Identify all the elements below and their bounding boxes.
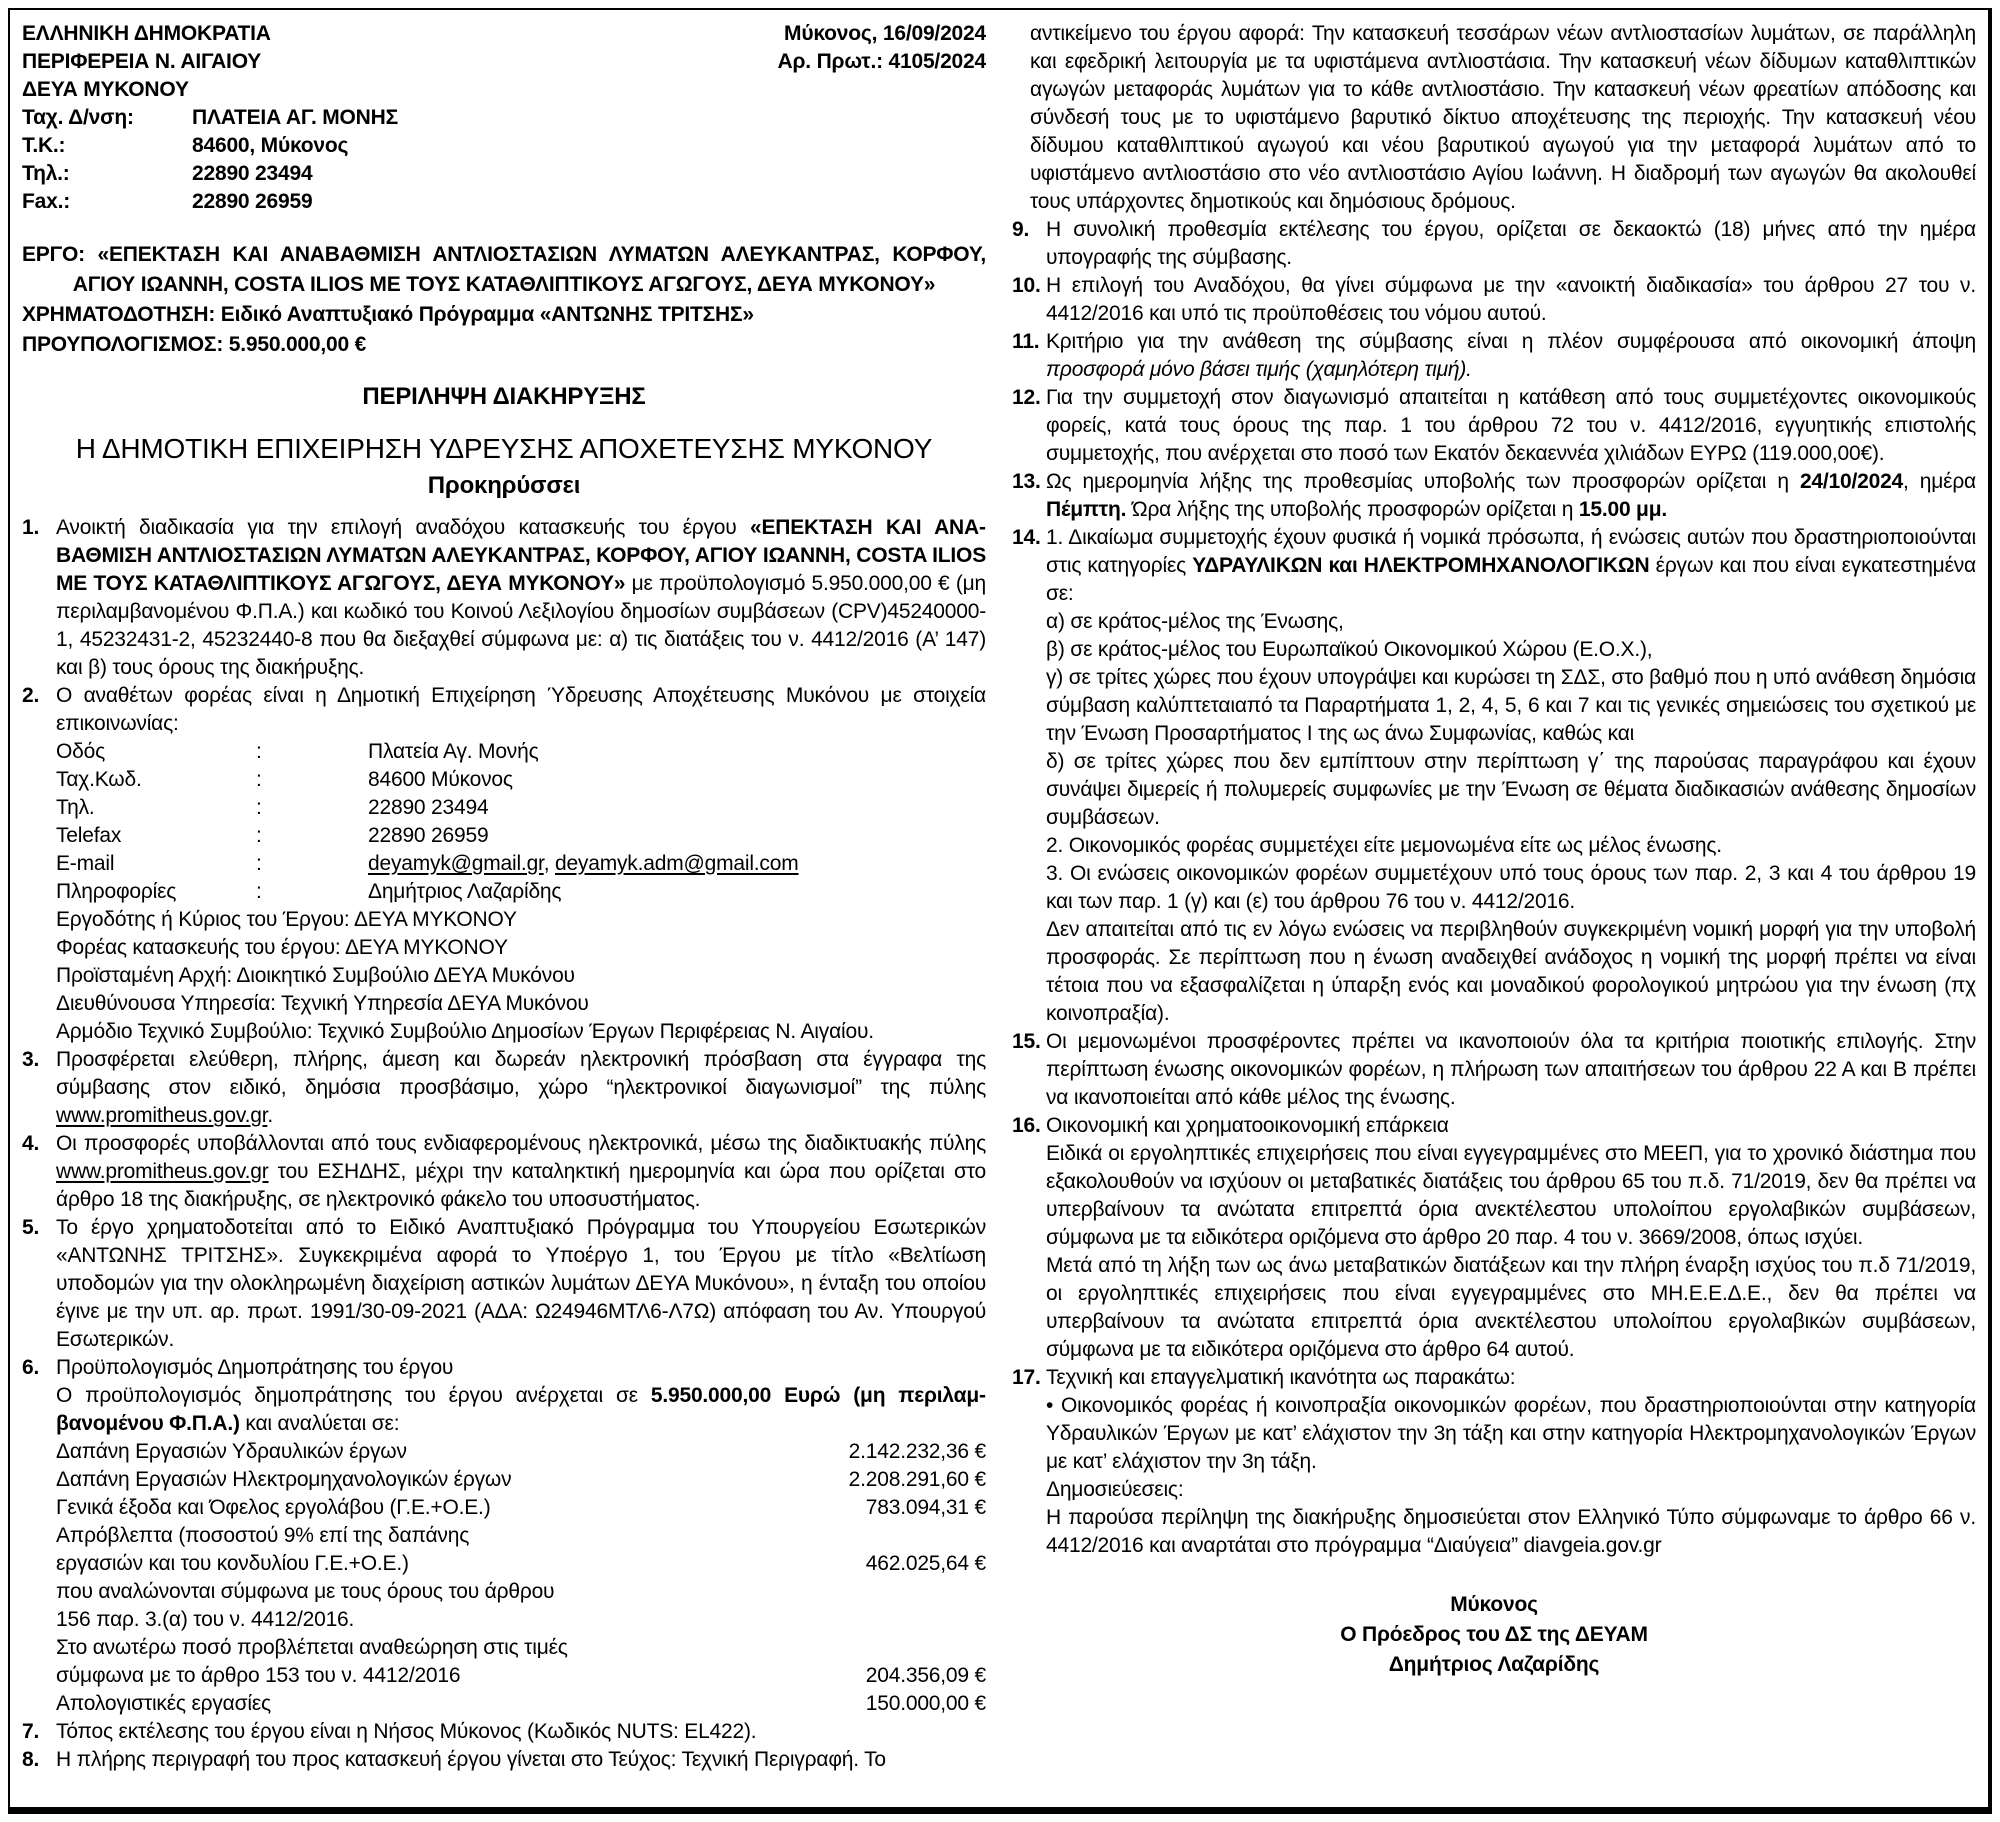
- sub-paragraph: [1012, 636, 1976, 664]
- address-value: ΠΛΑΤΕΙΑ ΑΓ. ΜΟΝΗΣ: [192, 106, 398, 129]
- budget-row: [22, 1522, 986, 1550]
- list-item: [22, 682, 986, 738]
- text-segment: ΥΔΡΑΥΛΙΚΩΝ και ΗΛΕΚΤΡΟΜΗΧΑΝΟΛΟΓΙΚΩΝ: [1192, 554, 1650, 577]
- text-segment: Τόπος εκτέλεσης του έργου είναι η Νήσος Μύκονος (Κωδικός NUTS: EL422).: [56, 1720, 757, 1743]
- text-segment: Προϋπολογισμός Δημοπράτησης του έργου: [56, 1356, 454, 1379]
- item-text: [1046, 1030, 1976, 1109]
- issuing-authority-title: Η ΔΗΜΟΤΙΚΗ ΕΠΙΧΕΙΡΗΣΗ ΥΔΡΕΥΣΗΣ ΑΠΟΧΕΤΕΥΣΗΣ ΜΥΚΟΝΟΥ: [75, 433, 933, 464]
- signature-line: [1012, 1650, 1976, 1680]
- link-text: www.promitheus.gov.gr: [56, 1160, 269, 1183]
- item-number: 14.: [1012, 526, 1041, 549]
- item-number: 9.: [1012, 218, 1030, 241]
- text-segment: Δημήτριος Λαζαρίδης: [368, 880, 562, 903]
- phone-value: 22890 23494: [192, 162, 313, 185]
- detail-line: [22, 906, 986, 934]
- text-segment: Δημοσιεύεσεις:: [1046, 1478, 1184, 1501]
- text-segment: έργων και που είναι εγκατεστημένα σε:: [1046, 554, 1976, 605]
- project-title-line-2: ΑΓΙΟΥ ΙΩΑΝΝΗ, COSTA ILIOS ΜΕ ΤΟΥΣ ΚΑΤΑΘΛΙΠΤΙΚΟΥΣ ΑΓΩΓΟΥΣ, ΔΕΥΑ ΜΥΚΟΝΟΥ»: [72, 273, 936, 296]
- contact-separator: :: [256, 824, 262, 847]
- list-item: [22, 1354, 986, 1382]
- issuer-fax-row: [22, 188, 398, 216]
- sub-paragraph: [1012, 860, 1976, 916]
- item-number: 8.: [22, 1748, 40, 1771]
- budget-row: [22, 1662, 986, 1690]
- text-segment: 3. Οι ενώσεις οικονομικών φορέων συμμετέχουν υπό τους όρους των παρ. 2, 3 και 4 του άρθρου 19 και των παρ. 1 (γ) και (ε) του άρθρου 76 του ν. 4412/2016.: [1046, 862, 1976, 913]
- budget-amount: 150.000,00 €: [865, 1692, 986, 1715]
- text-segment: Πέμπτη.: [1046, 498, 1127, 521]
- contact-value: [368, 878, 561, 906]
- contact-separator: :: [256, 740, 262, 763]
- item-number: 6.: [22, 1356, 40, 1379]
- text-segment: Προϊσταμένη Αρχή: Διοικητικό Συμβούλιο ΔΕΥΑ Μυκόνου: [56, 964, 575, 987]
- item-text: [56, 684, 986, 735]
- text-segment: ,: [543, 852, 555, 875]
- list-item: [1012, 1112, 1976, 1140]
- budget-amount: [974, 1606, 986, 1634]
- budget-item-label: Στο ανωτέρω ποσό προβλέπεται αναθεώρηση στις τιμές: [56, 1636, 568, 1659]
- text-segment: 2. Οικονομικός φορέας συμμετέχει είτε μεμονωμένα είτε ως μέλος ένωσης.: [1046, 834, 1722, 857]
- sub-paragraph: [1012, 1476, 1976, 1504]
- item-text: [1046, 274, 1976, 325]
- budget-row: [22, 1438, 986, 1466]
- text-segment: Για την συμμετοχή στον διαγωνισμό απαιτείται η κατάθεση από τους συμμετέχοντες οικονομικούς φορείς, κατά τους όρους της παρ. 1 του άρθρου 72 του ν. 4412/2016, εγγυητικής επιστολής συμμετοχής, που ανέρχεται στο ποσό των Εκατόν δεκαεννέα χιλιάδων ΕΥΡΩ (119.000,00€).: [1046, 386, 1976, 465]
- item-text: [1046, 330, 1976, 381]
- issuer-line-agency: ΔΕΥΑ ΜΥΚΟΝΟΥ: [22, 78, 189, 101]
- text-segment: Ο Πρόεδρος του ΔΣ της ΔΕΥΑΜ: [1340, 1623, 1648, 1646]
- budget-item-label: 156 παρ. 3.(α) του ν. 4412/2016.: [56, 1608, 355, 1631]
- issuer-address-row: [22, 104, 398, 132]
- text-segment: Αρμόδιο Τεχνικό Συμβούλιο: Τεχνικό Συμβούλιο Δημοσίων Έργων Περιφέρειας Ν. Αιγαίου.: [56, 1020, 874, 1043]
- text-segment: «ΕΠΕΚΤΑΣΗ ΚΑΙ ΑΝΑΒΑΘΜΙΣΗ ΑΝΤΛΙΟΣΤΑΣΙΩΝ ΛΥΜΑΤΩΝ ΑΛΕΥΚΑΝΤΡΑΣ, ΚΟΡΦΟΥ, ΑΓΙΟΥ ΙΩΑΝΝΗ, COSTA ILIOS ΜΕ ΤΟΥΣ ΚΑΤΑΘΛΙΠΤΙΚΟΥΣ ΑΓΩΓΟΥΣ, ΔΕΥΑ ΜΥΚΟΝΟΥ»: [56, 516, 986, 595]
- item-number: 3.: [22, 1048, 40, 1071]
- contact-label: Οδός: [56, 740, 106, 763]
- text-segment: και αναλύεται σε:: [239, 1412, 400, 1435]
- item-text: [1046, 1114, 1449, 1137]
- text-segment: Μύκονος: [1450, 1593, 1538, 1616]
- text-segment: Ο αναθέτων φορέας είναι η Δημοτική Επιχείρηση Ύδρευσης Αποχέτευσης Μυκόνου με στοιχεία επικοινωνίας:: [56, 684, 986, 735]
- text-segment: α) σε κράτος-μέλος της Ένωσης,: [1046, 610, 1344, 633]
- date-line: Μύκονος, 16/09/2024: [784, 22, 986, 45]
- detail-line: [22, 962, 986, 990]
- issuer-phone-row: [22, 160, 398, 188]
- text-segment: Κριτήριο για την ανάθεση της σύμβασης είναι η πλέον συμφέρουσα από οικονομική άποψη: [1046, 330, 1976, 353]
- budget-item-label: Απρόβλεπτα (ποσοστού 9% επί της δαπάνης: [56, 1524, 470, 1547]
- contact-value: [368, 822, 488, 850]
- postcode-value: 84600, Μύκονος: [192, 134, 349, 157]
- spacer: [1012, 1560, 1976, 1590]
- right-column-body: [1012, 20, 1976, 1680]
- contact-value: [368, 794, 488, 822]
- detail-line: [22, 934, 986, 962]
- fax-label: Fax.:: [22, 190, 71, 213]
- budget-amount: 2.208.291,60 €: [848, 1468, 986, 1491]
- announce-word: Προκηρύσσει: [427, 472, 581, 499]
- sub-paragraph: [1012, 832, 1976, 860]
- text-segment: Δεν απαιτείται από τις εν λόγω ενώσεις να περιβληθούν συγκεκριμένη νομική μορφή για την υποβολή προσφοράς. Σε περίπτωση που η ένωση αναδειχθεί ανάδοχος η νομική της μορφή πρέπει να είναι τέτοια που να εξασφαλίζεται η ύπαρξη ενός και μοναδικού φορολογικού μητρώου για την ένωση (πχ κοινοπραξία).: [1046, 918, 1976, 1025]
- item-text: [56, 1720, 756, 1743]
- text-segment: με προϋπολογισμό 5.950.000,00 € (μη περιλαμβανομένου Φ.Π.Α.) και κωδικό του Κοινού Λεξιλογίου δημοσίων συμβάσεων (CPV)45240000-1, 45232431-2, 45232440-8 που θα διεξαχθεί σύμφωνα με: α) τις διατάξεις του ν. 4412/2016 (Α’ 147) και β) τους όρους της διακήρυξης.: [56, 572, 986, 679]
- item-number: 11.: [1012, 330, 1040, 353]
- list-item: [1012, 384, 1976, 468]
- link-text: deyamyk.adm@gmail.com: [554, 852, 799, 875]
- budget-amount: 462.025,64 €: [865, 1552, 986, 1575]
- item-number: 4.: [22, 1132, 40, 1155]
- item-number: 13.: [1012, 470, 1041, 493]
- text-segment: Η πλήρης περιγραφή του προς κατασκευή έργου γίνεται στο Τεύχος: Τεχνική Περιγραφή. Το: [56, 1748, 886, 1771]
- text-segment: • Οικονομικός φορέας ή κοινοπραξία οικονομικών φορέων, που δραστηριοποιούνται στην κατηγορία Υδραυλικών Έργων με κατ’ ελάχιστον την 3η τάξη και στην κατηγορία Ηλεκτρομηχανολογικών Έργων με κατ’ ελάχιστον την 3η τάξη.: [1046, 1394, 1976, 1473]
- list-item: [1012, 524, 1976, 608]
- budget-row: [22, 1494, 986, 1522]
- item-text: [56, 1748, 886, 1771]
- item-text: [1046, 386, 1976, 465]
- text-segment: 15.00 μμ.: [1578, 498, 1667, 521]
- budget-row: [22, 1690, 986, 1718]
- budget-item-label: Απολογιστικές εργασίες: [56, 1692, 271, 1715]
- text-segment: 1. Δικαίωμα συμμετοχής έχουν φυσικά ή νομικά πρόσωπα, ή ενώσεις αυτών που δραστηριοποιούνται στις κατηγορίες: [1046, 526, 1976, 577]
- list-item: [1012, 272, 1976, 328]
- continuation-paragraph: [1012, 20, 1976, 216]
- list-item: [1012, 328, 1976, 384]
- tender-notice-page: [8, 8, 1992, 1814]
- contact-label: Ταχ.Κωδ.: [56, 768, 142, 791]
- text-segment: 22890 23494: [368, 796, 489, 819]
- item-text: [56, 1048, 986, 1127]
- text-segment: Οικονομική και χρηματοοικονομική επάρκεια: [1046, 1114, 1449, 1137]
- sub-paragraph: [1012, 1392, 1976, 1476]
- text-segment: β) σε κράτος-μέλος του Ευρωπαϊκού Οικονομικού Χώρου (Ε.Ο.Χ.),: [1046, 638, 1653, 661]
- text-segment: προσφορά μόνο βάσει τιμής (χαμηλότερη τιμή).: [1046, 358, 1472, 381]
- text-segment: αντικείμενο του έργου αφορά: Την κατασκευή τεσσάρων νέων αντλιοστασίων λυμάτων, σε παράλληλη και εφεδρική λειτουργία με τα υφιστάμενα αντλιοστάσια. Την κατασκευή νέων δίδυμων καταθλιπτικών αγωγών μεταφοράς λυμάτων για το κάθε αντλιοστάσιο. Την κατασκευή νέων φρεατίων απόδοσης και σύνδεσή τους με το υφιστάμενο βαρυτικό δίκτυο αποχέτευσης της περιοχής. Την κατασκευή νέου δίδυμου καταθλιπτικού αγωγού και νέου βαρυτικού αγωγού για την μεταφορά λυμάτων από το υφιστάμενο αντλιοστάσιο στο νέο αντλιοστάσιο Αγίου Ιωάννη. Η διαδρομή των αγωγών θα ακολουθεί τους υπάρχοντες δημοτικούς και δημόσιους δρόμους.: [1030, 22, 1976, 213]
- contact-row: [22, 850, 986, 878]
- sub-paragraph: [1012, 1140, 1976, 1252]
- text-segment: Ο προϋπολογισμός δημοπράτησης του έργου ανέρχεται σε: [56, 1384, 651, 1407]
- text-segment: Ώρα λήξης της υποβολής προσφορών ορίζεται η: [1126, 498, 1579, 521]
- text-segment: Ειδικά οι εργοληπτικές επιχειρήσεις που είναι εγγεγραμμένες στο ΜΕΕΠ, για το χρονικό διάστημα που εξακολουθούν να ισχύουν οι μεταβατικές διατάξεις του άρθρου 65 του π.δ. 71/2019, δεν θα πρέπει να υπερβαίνουν τα ανώτατα επιτρεπτά όρια ανεκτέλεστου υπολοίπου εργολαβικών συμβάσεων, σύμφωνα με τα ειδικότερα οριζόμενα στο άρθρο 20 παρ. 4 του ν. 3669/2008, όπως ισχύει.: [1046, 1142, 1976, 1249]
- list-item: [22, 1130, 986, 1214]
- contact-separator: :: [256, 796, 262, 819]
- item-number: 16.: [1012, 1114, 1041, 1137]
- budget-amount: 783.094,31 €: [865, 1496, 986, 1519]
- budget-item-label: σύμφωνα με το άρθρο 153 του ν. 4412/2016: [56, 1664, 461, 1687]
- item-number: 1.: [22, 516, 40, 539]
- link-text: www.promitheus.gov.gr: [56, 1104, 268, 1127]
- budget-item-label: εργασιών και του κονδυλίου Γ.Ε.+Ο.Ε.): [56, 1552, 409, 1575]
- text-segment: Ανοικτή διαδικασία για την επιλογή αναδόχου κατασκευής του έργου: [56, 516, 750, 539]
- sub-paragraph: [1012, 664, 1976, 748]
- sub-paragraph: [1012, 1252, 1976, 1364]
- text-segment: γ) σε τρίτες χώρες που έχουν υπογράψει και κυρώσει τη ΣΔΣ, στο βαθμό που η υπό ανάθεση δημόσια σύμβαση καλύπτεταιαπό τα Παραρτήματα 1, 2, 4, 5, 6 και 7 και τις γενικές σημειώσεις του σχετικού με την Ένωση Προσαρτήματος Ι της ως άνω Συμφωνίας, καθώς και: [1046, 666, 1976, 745]
- letterhead: [22, 20, 986, 216]
- text-segment: 24/10/2024: [1799, 470, 1904, 493]
- item-text: [56, 1132, 986, 1211]
- document-title: ΠΕΡΙΛΗΨΗ ΔΙΑΚΗΡΥΞΗΣ: [362, 383, 646, 410]
- contact-label: E-mail: [56, 852, 115, 875]
- budget-amount: [974, 1634, 986, 1662]
- text-segment: 84600 Μύκονος: [368, 768, 513, 791]
- text-segment: Τεχνική και επαγγελματική ικανότητα ως παρακάτω:: [1046, 1366, 1516, 1389]
- signature-line: [1012, 1620, 1976, 1650]
- list-item: [1012, 1028, 1976, 1112]
- budget-row: [22, 1550, 986, 1578]
- list-item: [1012, 1364, 1976, 1392]
- list-item: [22, 1046, 986, 1130]
- list-item: [1012, 468, 1976, 524]
- sub-paragraph: [22, 1382, 986, 1438]
- budget-row: [22, 1606, 986, 1634]
- text-segment: , ημέρα: [1903, 470, 1976, 493]
- budget-amount: 204.356,09 €: [865, 1664, 986, 1687]
- contact-row: [22, 794, 986, 822]
- item-text: [1046, 470, 1976, 521]
- text-segment: Διευθύνουσα Υπηρεσία: Τεχνική Υπηρεσία ΔΕΥΑ Μυκόνου: [56, 992, 589, 1015]
- contact-separator: :: [256, 768, 262, 791]
- text-segment: Η παρούσα περίληψη της διακήρυξης δημοσιεύεται στον Ελληνικό Τύπο σύμφωναμε το άρθρο 66 ν. 4412/2016 και αναρτάται στο πρόγραμμα “Διαύγεια” diavgeia.gov.gr: [1046, 1506, 1976, 1557]
- item-text: [1046, 1366, 1515, 1389]
- contact-row: [22, 822, 986, 850]
- project-title-line-1: ΕΡΓΟ: «ΕΠΕΚΤΑΣΗ ΚΑΙ ΑΝΑΒΑΘΜΙΣΗ ΑΝΤΛΙΟΣΤΑΣΙΩΝ ΛΥΜΑΤΩΝ ΑΛΕΥΚΑΝΤΡΑΣ, ΚΟΡΦΟΥ,: [22, 243, 986, 266]
- funding-line: ΧΡΗΜΑΤΟΔΟΤΗΣΗ: Ειδικό Αναπτυξιακό Πρόγραμμα «ΑΝΤΩΝΗΣ ΤΡΙΤΣΗΣ»: [22, 303, 754, 326]
- contact-value: [368, 738, 539, 766]
- sub-paragraph: [1012, 1504, 1976, 1560]
- item-number: 15.: [1012, 1030, 1041, 1053]
- list-item: [22, 1746, 986, 1774]
- text-segment: 5.950.000,00 Ευρώ (μη περιλαμβανομένου Φ.Π.Α.): [56, 1384, 986, 1435]
- item-number: 10.: [1012, 274, 1041, 297]
- item-number: 5.: [22, 1216, 40, 1239]
- budget-row: [22, 1578, 986, 1606]
- contact-label: Πληροφορίες: [56, 880, 177, 903]
- sub-paragraph: [1012, 748, 1976, 832]
- text-segment: Η συνολική προθεσμία εκτέλεσης του έργου, ορίζεται σε δεκαοκτώ (18) μήνες από την ημέρα υπογραφής της σύμβασης.: [1046, 218, 1976, 269]
- item-text: [56, 1356, 453, 1379]
- text-segment: του ΕΣΗΔΗΣ, μέχρι την καταληκτική ημερομηνία και ώρα που ορίζεται στο άρθρο 18 της διακήρυξης, σε ηλεκτρονικό φάκελο του υποσυστήματος.: [56, 1160, 986, 1211]
- contact-label: Telefax: [56, 824, 122, 847]
- text-segment: Οι προσφορές υποβάλλονται από τους ενδιαφερομένους ηλεκτρονικά, μέσω της διαδικτυακής πύλης: [56, 1132, 986, 1155]
- budget-item-label: που αναλώνονται σύμφωνα με τους όρους του άρθρου: [56, 1580, 555, 1603]
- protocol-number-line: Αρ. Πρωτ.: 4105/2024: [777, 50, 986, 73]
- text-segment: Πλατεία Αγ. Μονής: [368, 740, 539, 763]
- text-segment: Δημήτριος Λαζαρίδης: [1388, 1653, 1600, 1676]
- text-segment: 22890 26959: [368, 824, 489, 847]
- postcode-label: Τ.Κ.:: [22, 134, 66, 157]
- sub-paragraph: [1012, 608, 1976, 636]
- contact-row: [22, 766, 986, 794]
- budget-row: [22, 1466, 986, 1494]
- issuer-line-republic: ΕΛΛΗΝΙΚΗ ΔΗΜΟΚΡΑΤΙΑ: [22, 22, 271, 45]
- phone-label: Τηλ.:: [22, 162, 70, 185]
- fax-value: 22890 26959: [192, 190, 313, 213]
- issuer-block: [22, 20, 398, 216]
- contact-label: Τηλ.: [56, 796, 95, 819]
- left-column-body: [22, 514, 986, 1774]
- item-text: [56, 1216, 986, 1351]
- contact-separator: :: [256, 880, 262, 903]
- right-column: [1012, 20, 1976, 1797]
- budget-item-label: Γενικά έξοδα και Όφελος εργολάβου (Γ.Ε.+Ο.Ε.): [56, 1496, 491, 1519]
- project-heading: [22, 240, 986, 360]
- item-text: [56, 516, 986, 679]
- item-text: [1046, 218, 1976, 269]
- budget-item-label: Δαπάνη Εργασιών Υδραυλικών έργων: [56, 1440, 407, 1463]
- list-item: [22, 1718, 986, 1746]
- list-item: [22, 1214, 986, 1354]
- budget-line: ΠΡΟΥΠΟΛΟΓΙΣΜΟΣ: 5.950.000,00 €: [22, 333, 367, 356]
- item-number: 17.: [1012, 1366, 1041, 1389]
- text-segment: Οι μεμονωμένοι προσφέροντες πρέπει να ικανοποιούν όλα τα κριτήρια ποιοτικής επιλογής. Στην περίπτωση ένωσης οικονομικών φορέων, η πλήρωση των απαιτήσεων του άρθρου 22 Α και Β πρέπει να ικανοποιείται από κάθε μέλος της ένωσης.: [1046, 1030, 1976, 1109]
- contact-row: [22, 878, 986, 906]
- budget-amount: 2.142.232,36 €: [848, 1440, 986, 1463]
- text-segment: Προσφέρεται ελεύθερη, πλήρης, άμεση και δωρεάν ηλεκτρονική πρόσβαση στα έγγραφα της σύμβασης στον ειδικό, δημόσια προσβάσιμο, χώρο “ηλεκτρονικοί διαγωνισμοί” της πύλης: [56, 1048, 986, 1099]
- contact-value: [368, 766, 513, 794]
- left-column: [22, 20, 986, 1797]
- issuer-line-region: ΠΕΡΙΦΕΡΕΙΑ Ν. ΑΙΓΑΙΟΥ: [22, 50, 262, 73]
- text-segment: .: [267, 1104, 273, 1127]
- budget-item-label: Δαπάνη Εργασιών Ηλεκτρομηχανολογικών έργων: [56, 1468, 512, 1491]
- budget-row: [22, 1634, 986, 1662]
- date-protocol-block: [778, 20, 986, 216]
- address-label: Ταχ. Δ/νση:: [22, 106, 134, 129]
- detail-line: [22, 990, 986, 1018]
- text-segment: δ) σε τρίτες χώρες που δεν εμπίπτουν στην περίπτωση γ΄ της παρούσας παραγράφου και έχουν συνάψει διμερείς ή πολυμερείς συμφωνίες με την Ένωση σε θέματα διαδικασιών ανάθεσης δημοσίων συμβάσεων.: [1046, 750, 1976, 829]
- detail-line: [22, 1018, 986, 1046]
- signature-line: [1012, 1590, 1976, 1620]
- contact-value: [368, 850, 799, 878]
- text-segment: Ως ημερομηνία λήξης της προθεσμίας υποβολής των προσφορών ορίζεται η: [1046, 470, 1800, 493]
- item-number: 2.: [22, 684, 40, 707]
- list-item: [1012, 216, 1976, 272]
- contact-separator: :: [256, 852, 262, 875]
- text-segment: Μετά από τη λήξη των ως άνω μεταβατικών διατάξεων και την πλήρη έναρξη ισχύος του π.δ 71/2019, οι εργοληπτικές επιχειρήσεις που είναι εγγεγραμμένες στο ΜΗ.Ε.Ε.Δ.Ε., δεν θα πρέπει να υπερβαίνουν τα ανώτατα επιτρεπτά όρια ανεκτέλεστου υπολοίπου εργολαβικών συμβάσεων, σύμφωνα με τα ειδικότερα οριζόμενα στο άρθρο 64 αυτού.: [1046, 1254, 1976, 1361]
- budget-amount: [974, 1578, 986, 1606]
- budget-amount: [974, 1522, 986, 1550]
- text-segment: Το έργο χρηματοδοτείται από το Ειδικό Αναπτυξιακό Πρόγραμμα του Υπουργείου Εσωτερικών «ΑΝΤΩΝΗΣ ΤΡΙΤΣΗΣ». Συγκεκριμένα αφορά το Υποέργο 1, του Έργου με τίτλο «Βελτίωση υποδομών για την ολοκληρωμένη διαχείριση αστικών λυμάτων ΔΕΥΑ Μυκόνου», η ένταξη του οποίου έγινε με την υπ. αρ. πρωτ. 1991/30-09-2021 (ΑΔΑ: Ω24946ΜΤΛ6-Λ7Ω) απόφαση του Αν. Υπουργού Εσωτερικών.: [56, 1216, 986, 1351]
- list-item: [22, 514, 986, 682]
- sub-paragraph: [1012, 916, 1976, 1028]
- item-number: 12.: [1012, 386, 1041, 409]
- item-text: [1046, 526, 1976, 605]
- text-segment: Φορέας κατασκευής του έργου: ΔΕΥΑ ΜΥΚΟΝΟΥ: [56, 936, 508, 959]
- contact-row: [22, 738, 986, 766]
- link-text: deyamyk@gmail.gr: [368, 852, 544, 875]
- item-number: 7.: [22, 1720, 40, 1743]
- text-segment: Εργοδότης ή Κύριος του Έργου: ΔΕΥΑ ΜΥΚΟΝΟΥ: [56, 908, 517, 931]
- issuer-postcode-row: [22, 132, 398, 160]
- text-segment: Η επιλογή του Αναδόχου, θα γίνει σύμφωνα με την «ανοικτή διαδικασία» του άρθρου 27 του ν. 4412/2016 και υπό τις προϋποθέσεις του νόμου αυτού.: [1046, 274, 1976, 325]
